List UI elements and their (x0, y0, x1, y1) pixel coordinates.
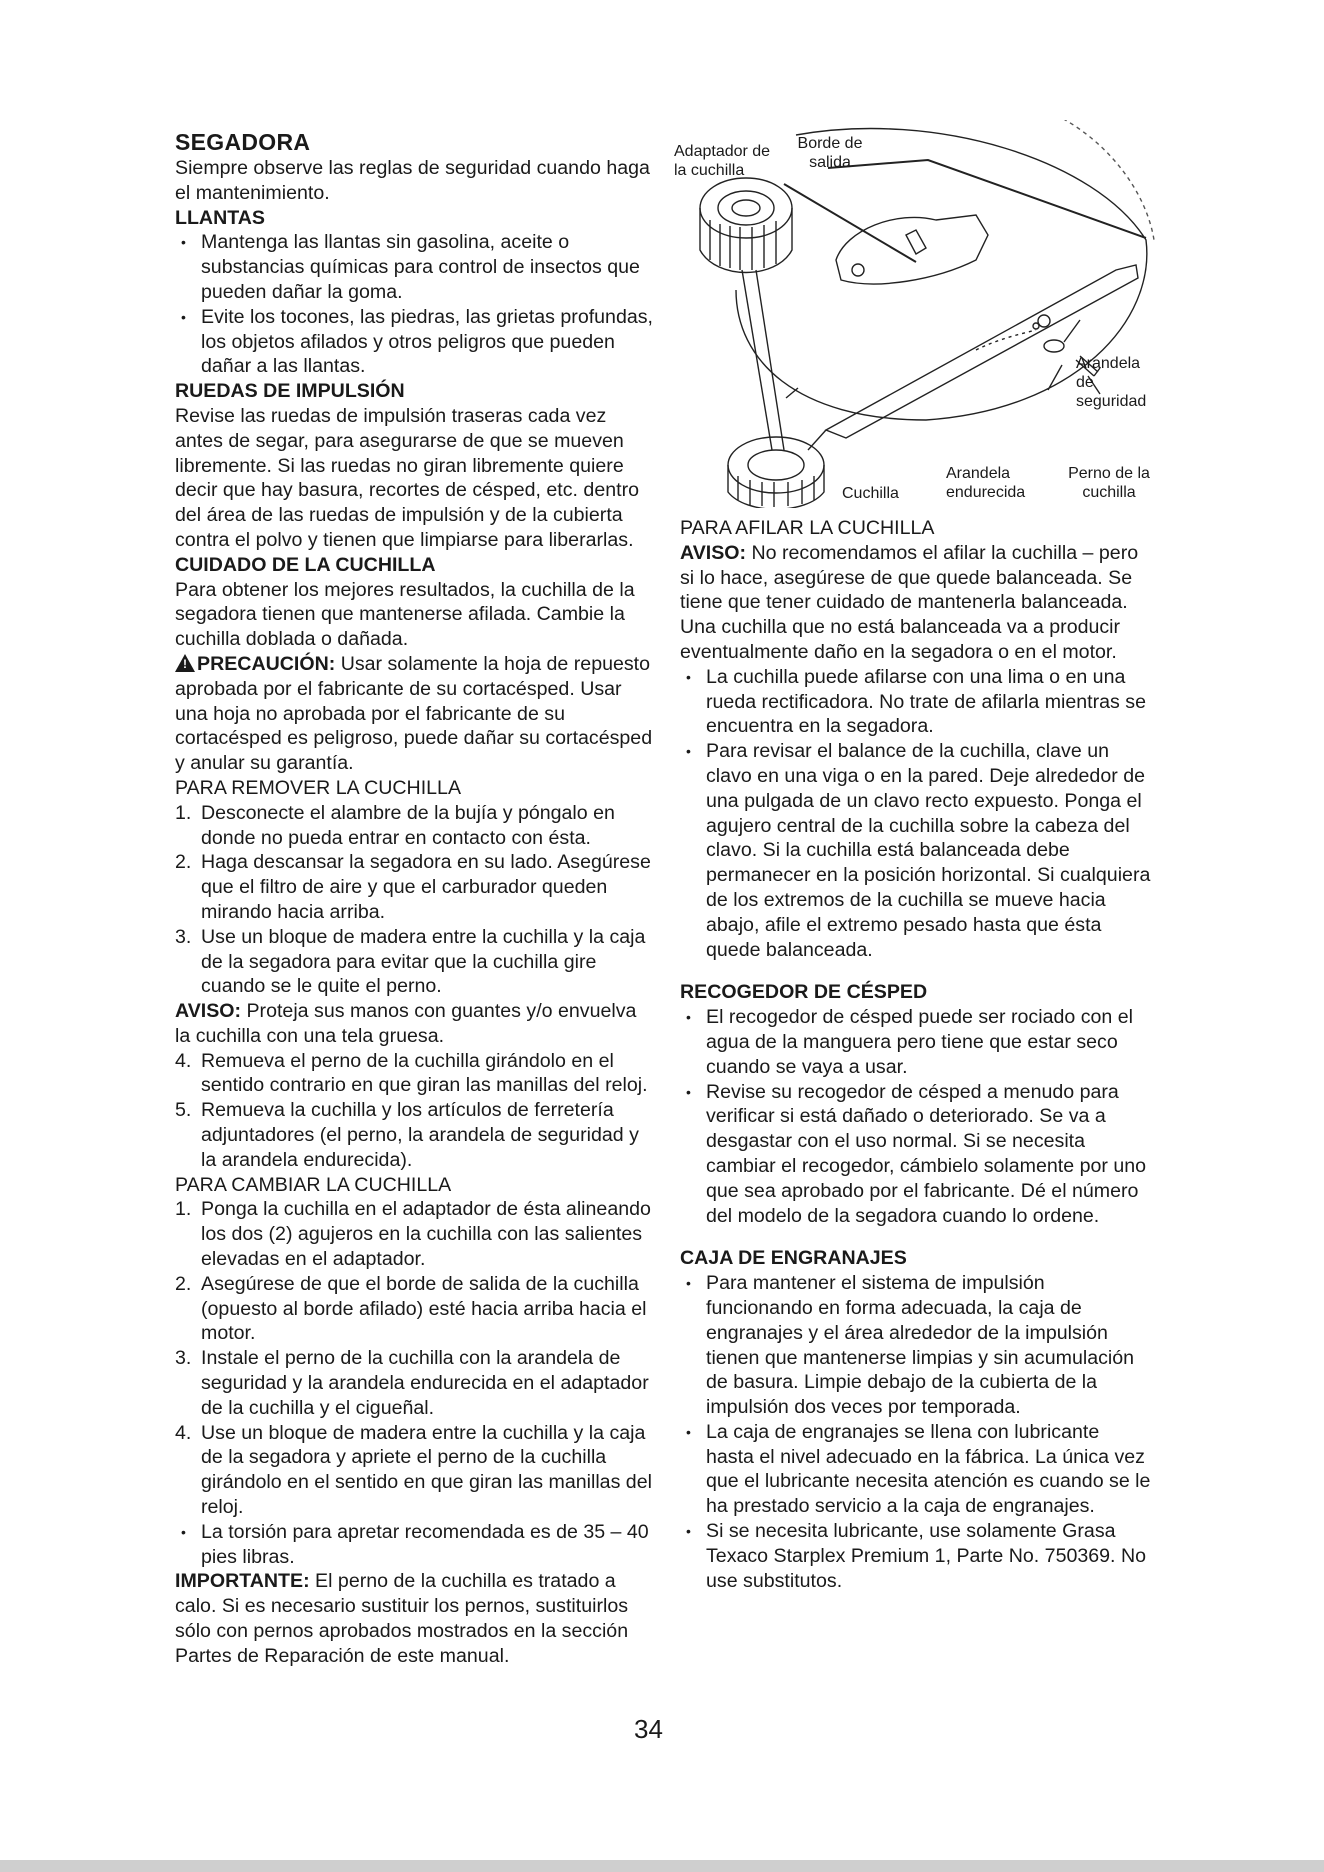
list-item: • Si se necesita lubricante, use solamente Grasa Texaco Starplex Premium 1, Parte No. 750369. No use substitutos. (680, 1519, 1152, 1593)
label-adaptador: Adaptador de la cuchilla (674, 143, 771, 179)
precaucion-label: PRECAUCIÓN: (197, 652, 336, 675)
list-item: • La torsión para apretar recomendada es de 35 – 40 pies libras. (175, 1520, 653, 1570)
remover-steps-continued (175, 1049, 653, 1173)
step-number: 2. (175, 1272, 192, 1295)
importante-text: El perno de la cuchilla es tratado a calo. Si es necesario sustituir los pernos, sustituirlos sólo con pernos aprobados mostrados en la sección Partes de Reparación de este manual. (175, 1570, 629, 1667)
list-item: • Revise su recogedor de césped a menudo para verificar si está dañado o deteriorado. Se va a desgastar con el uso normal. Si se necesita cambiar el recogedor, cámbielo solamente por uno que sea aprobado por el fabricante. Dé el número del modelo de la segadora cuando lo ordene. (680, 1080, 1152, 1229)
step-text: Use un bloque de madera entre la cuchilla y la caja de la segadora y apriete el perno de la cuchilla girándolo en el sentido en que giran las manillas del reloj. (201, 1421, 652, 1519)
spacer (680, 1228, 1152, 1246)
cuidado-text: Para obtener los mejores resultados, la cuchilla de la segadora tienen que mantenerse afilada. Cambie la cuchilla doblada o dañada. (175, 578, 635, 651)
list-item (175, 1421, 653, 1520)
step-number: 1. (175, 801, 192, 824)
label-cuchilla: Cuchilla (842, 485, 899, 502)
step-number: 3. (175, 1347, 192, 1370)
torsion-list (175, 1520, 653, 1570)
page-number: 34 (634, 1714, 663, 1744)
aviso-label: AVISO: (175, 1000, 242, 1023)
list-item: • Evite los tocones, las piedras, las grietas profundas, los objetos afilados y otros peligros que pueden dañar a las llantas. (175, 305, 653, 379)
step-number: 4. (175, 1049, 192, 1072)
segadora-intro: Siempre observe las reglas de seguridad cuando haga el mantenimiento. (175, 157, 650, 204)
step-text: Haga descansar la segadora en su lado. Asegúrese que el filtro de aire y que el carburador queden mirando hacia arriba. (201, 851, 651, 923)
section-title-segadora: SEGADORA (175, 129, 311, 155)
caja-list (680, 1271, 1152, 1593)
list-item (175, 850, 653, 924)
label-perno: Perno de la cuchilla (1068, 465, 1150, 501)
list-item (175, 801, 653, 851)
step-number: 2. (175, 851, 192, 874)
heading-cuidado: CUIDADO DE LA CUCHILLA (175, 553, 436, 576)
aviso-text: Proteja sus manos con guantes y/o envuelva la cuchilla con una tela gruesa. (175, 1000, 637, 1047)
recogedor-list (680, 1005, 1152, 1228)
ruedas-text: Revise las ruedas de impulsión traseras cada vez antes de segar, para asegurarse de que se mueven libremente. Si las ruedas no giran libremente quiere decir que hay basura, recortes de césped, etc. dentro del área de las ruedas de impulsión y de la cubierta contra el polvo y tienen que limpiarse para liberarlas. (175, 404, 639, 551)
list-item (175, 1049, 653, 1099)
right-column (680, 516, 1152, 1593)
left-column (175, 128, 653, 1669)
importante-label: IMPORTANTE: (175, 1570, 310, 1593)
step-number: 1. (175, 1198, 192, 1221)
aviso-text: No recomendamos el afilar la cuchilla – pero si lo hace, asegúrese de que quede balanceada. Se tiene que tener cuidado de mantenerla balanceada. Una cuchilla que no está balanceada va a producir eventualmente daño en la segadora o en el motor. (680, 541, 1139, 663)
list-item (175, 1272, 653, 1346)
aviso-afilar-paragraph (680, 541, 1152, 665)
blade-assembly-figure (676, 120, 1158, 508)
step-text: Ponga la cuchilla en el adaptador de ésta alineando los dos (2) agujeros en la cuchilla con las salientes elevadas en el adaptador. (201, 1198, 651, 1271)
list-item (175, 1197, 653, 1271)
list-item (175, 1098, 653, 1172)
heading-afilar: PARA AFILAR LA CUCHILLA (680, 517, 935, 539)
step-text: Use un bloque de madera entre la cuchilla y la caja de la segadora para evitar que la cuchilla gire cuando se le quite el perno. (201, 925, 646, 998)
heading-recogedor: RECOGEDOR DE CÉSPED (680, 981, 928, 1004)
step-text: Remueva la cuchilla y los artículos de ferretería adjuntadores (el perno, la arandela de seguridad y la arandela endurecida). (201, 1099, 639, 1171)
label-borde-salida: Borde de salida (797, 135, 863, 171)
aviso-label: AVISO: (680, 541, 747, 564)
bottom-edge (0, 1860, 1324, 1872)
list-item: • El recogedor de césped puede ser rociado con el agua de la manguera pero tiene que estar seco cuando se vaya a usar. (680, 1005, 1152, 1079)
aviso-paragraph (175, 999, 653, 1049)
cambiar-steps (175, 1197, 653, 1519)
label-arandela-endurecida: Arandela endurecida (946, 465, 1026, 501)
list-item (175, 925, 653, 999)
list-item: • Para revisar el balance de la cuchilla, clave un clavo en una viga o en la pared. Deje alrededor de una pulgada de un clavo recto expuesto. Ponga el agujero central de la cuchilla sobre la cabeza del clavo. Si la cuchilla está balanceada debe permanecer en la posición horizontal. Si cualquiera de los extremos de la cuchilla se mueve hacia abajo, afile el extremo pesado hasta que ésta quede balanceada. (680, 739, 1152, 962)
step-text: Remueva el perno de la cuchilla girándolo en el sentido contrario en que giran las manillas del reloj. (201, 1049, 648, 1097)
step-number: 5. (175, 1099, 192, 1122)
list-item: • Mantenga las llantas sin gasolina, aceite o substancias químicas para control de insectos que pueden dañar la goma. (175, 230, 653, 304)
precaucion-text: Usar solamente la hoja de repuesto aprobada por el fabricante de su cortacésped. Usar una hoja no aprobada por el fabricante de su cortacésped es peligroso, puede dañar su cortacésped y anular su garantía. (175, 652, 653, 775)
llantas-list (175, 230, 653, 379)
afilar-list (680, 665, 1152, 963)
step-text: Asegúrese de que el borde de salida de la cuchilla (opuesto al borde afilado) esté hacia arriba hacia el motor. (201, 1272, 647, 1345)
list-item (175, 1346, 653, 1420)
list-item: • La caja de engranajes se llena con lubricante hasta el nivel adecuado en la fábrica. La única vez que el lubricante necesita atención es cuando se le ha prestado servicio a la caja de engranajes. (680, 1420, 1152, 1519)
remover-steps (175, 801, 653, 999)
list-item: • La cuchilla puede afilarse con una lima o en una rueda rectificadora. No trate de afilarla mientras se encuentra en la segadora. (680, 665, 1152, 739)
heading-llantas: LLANTAS (175, 206, 265, 229)
label-arandela-seguridad: Arandela de seguridad (1076, 355, 1147, 410)
importante-paragraph (175, 1569, 653, 1668)
precaucion-paragraph (175, 652, 653, 776)
heading-caja: CAJA DE ENGRANAJES (680, 1247, 907, 1270)
list-item: • Para mantener el sistema de impulsión funcionando en forma adecuada, la caja de engranajes y el área alrededor de la impulsión tienen que mantenerse limpias y sin acumulación de basura. Limpie debajo de la cubierta de la impulsión dos veces por temporada. (680, 1271, 1152, 1420)
step-text: Desconecte el alambre de la bujía y póngalo en donde no pueda entrar en contacto con ésta. (201, 801, 615, 849)
step-number: 3. (175, 925, 192, 948)
step-text: Instale el perno de la cuchilla con la arandela de seguridad y la arandela endurecida en el adaptador de la cuchilla y el cigueñal. (201, 1347, 649, 1419)
warning-icon: ! (175, 654, 195, 672)
heading-ruedas: RUEDAS DE IMPULSIÓN (175, 380, 405, 403)
spacer (680, 962, 1152, 980)
heading-cambiar: PARA CAMBIAR LA CUCHILLA (175, 1173, 452, 1196)
step-number: 4. (175, 1421, 192, 1444)
heading-remover: PARA REMOVER LA CUCHILLA (175, 776, 462, 799)
